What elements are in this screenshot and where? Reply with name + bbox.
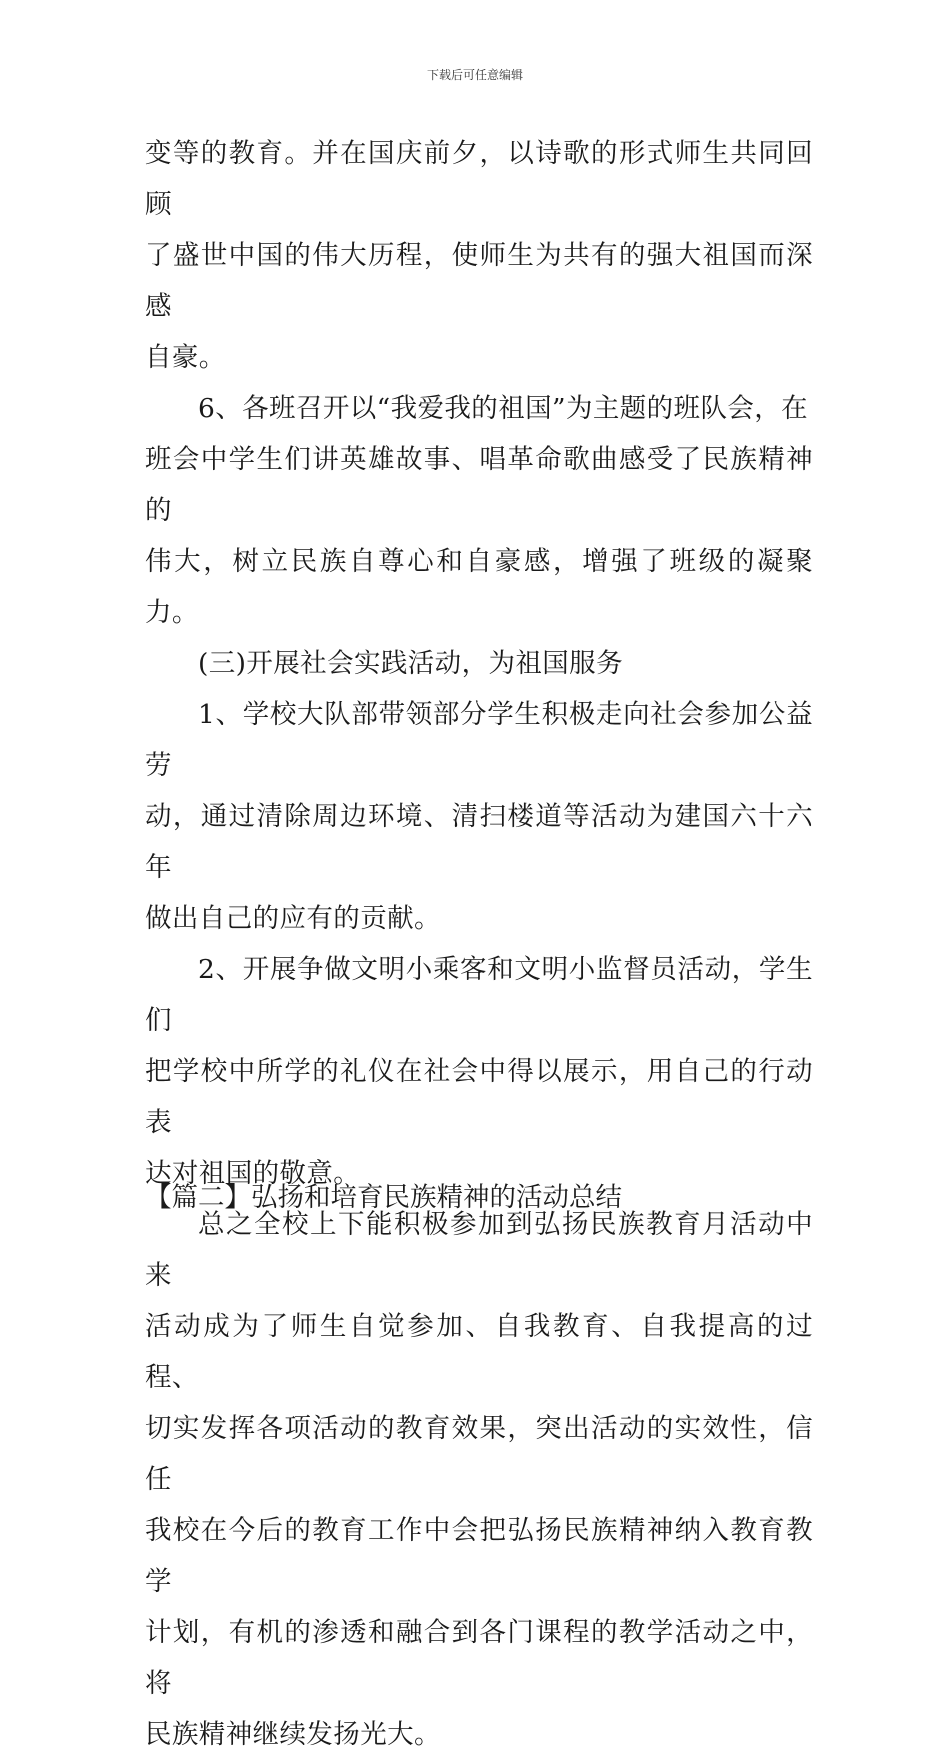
text-line: 6、各班召开以“我爱我的祖国”为主题的班队会，在 — [198, 393, 809, 424]
document-body — [145, 128, 813, 1760]
paragraph — [145, 128, 813, 383]
text-line: 我校在今后的教育工作中会把弘扬民族精神纳入教育教学 — [145, 1515, 813, 1597]
text-line: 自豪。 — [145, 342, 226, 373]
text-line: 总之全校上下能积极参加到弘扬民族教育月活动中来 — [145, 1209, 813, 1291]
text-line: 班会中学生们讲英雄故事、唱革命歌曲感受了民族精神的 — [145, 444, 813, 526]
text-line: 民族精神继续发扬光大。 — [145, 1719, 441, 1750]
text-line: 2、开展争做文明小乘客和文明小监督员活动，学生们 — [145, 954, 813, 1036]
paragraph — [145, 689, 813, 944]
text-line: 伟大，树立民族自尊心和自豪感，增强了班级的凝聚力。 — [145, 546, 813, 628]
text-line: 切实发挥各项活动的教育效果，突出活动的实效性，信任 — [145, 1413, 813, 1495]
paragraph — [145, 383, 813, 638]
text-line: 把学校中所学的礼仪在社会中得以展示，用自己的行动表 — [145, 1056, 813, 1138]
text-line: 动，通过清除周边环境、清扫楼道等活动为建国六十六年 — [145, 801, 813, 883]
text-line: 变等的教育。并在国庆前夕，以诗歌的形式师生共同回顾 — [145, 138, 813, 220]
header-note: 下载后可任意编辑 — [426, 68, 523, 82]
section-title: 【篇二】弘扬和培育民族精神的活动总结 — [145, 1182, 622, 1213]
text-line: 活动成为了师生自觉参加、自我教育、自我提高的过程、 — [145, 1311, 813, 1393]
text-line: 1、学校大队部带领部分学生积极走向社会参加公益劳 — [145, 699, 813, 781]
subheading — [145, 638, 813, 689]
text-line: 计划，有机的渗透和融合到各门课程的教学活动之中，将 — [145, 1617, 813, 1699]
text-line: 做出自己的应有的贡献。 — [145, 903, 441, 934]
text-line: 了盛世中国的伟大历程，使师生为共有的强大祖国而深感 — [145, 240, 813, 322]
text-line: 达对祖国的敬意。 — [145, 1158, 361, 1189]
paragraph — [145, 1199, 813, 1760]
text-line: (三)开展社会实践活动，为祖国服务 — [198, 648, 623, 679]
paragraph — [145, 944, 813, 1199]
